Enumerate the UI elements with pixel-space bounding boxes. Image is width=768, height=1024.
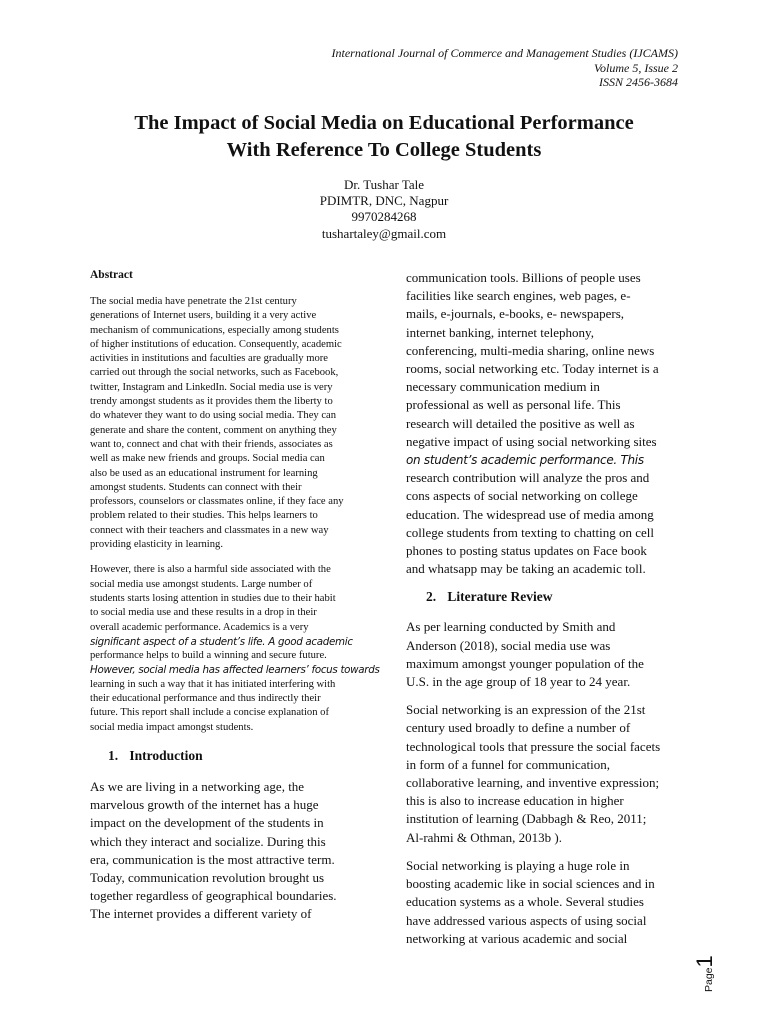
text-line: mechanism of communications, especially among students <box>90 324 339 336</box>
text-line: However, there is also a harmful side associated with the <box>90 564 331 576</box>
journal-volume: Volume 5, Issue 2 <box>594 60 678 75</box>
text-line: generate and share the content, comment on anything they <box>90 424 337 436</box>
text-line: trendy amongst students as it provides them the liberty to <box>90 396 333 408</box>
text-line: internet banking, internet telephony, <box>406 324 594 340</box>
abstract-heading: Abstract <box>90 269 133 281</box>
literature-paragraph-1 <box>406 618 686 691</box>
abstract-paragraph-1 <box>90 295 380 552</box>
text-line: students starts losing attention in studies due to their habit <box>90 592 336 604</box>
text-line: and whatsapp may be taking an academic toll. <box>406 561 646 577</box>
text-line: facilities like search engines, web pages, e- <box>406 288 631 304</box>
text-line: rooms, social networking etc. Today internet is a <box>406 361 659 377</box>
text-line: collaborative learning, and inventive expression; <box>406 775 660 791</box>
text-line: research will detailed the positive as well as <box>406 415 635 431</box>
text-line: education systems as a whole. Several studies <box>406 894 644 910</box>
text-line: maximum amongst younger population of the <box>406 655 644 671</box>
text-line: The social media have penetrate the 21st century <box>90 296 297 307</box>
text-line: future. This report shall include a concise explanation of <box>90 707 329 719</box>
text-line: The internet provides a different variety of <box>90 906 312 922</box>
text-line: their educational performance and thus indirectly their <box>90 693 321 705</box>
paper-title <box>40 110 728 164</box>
text-line: social media impact amongst students. <box>90 721 254 733</box>
literature-paragraph-3 <box>406 857 686 948</box>
text-line: networking at various academic and social <box>406 930 628 946</box>
text-line: education. The widespread use of media among <box>406 506 654 522</box>
text-line: As per learning conducted by Smith and <box>406 619 616 635</box>
author-affiliation: PDIMTR, DNC, Nagpur <box>319 193 449 209</box>
page-label: Page <box>703 967 715 992</box>
text-line: amongst students. Students can connect with their <box>90 481 302 493</box>
right-column <box>406 269 686 958</box>
text-line: However, social media has affected learners’ focus towards <box>90 664 380 677</box>
text-line: impact on the development of the students in <box>90 815 324 831</box>
text-line: phones to posting status updates on Face book <box>406 543 647 559</box>
text-line: institution of learning (Dabbagh & Reo, 2011; <box>406 811 647 827</box>
text-line: negative impact of using social networking sites <box>406 433 657 449</box>
text-line: to social media use and these results in a drop in their <box>90 607 317 619</box>
text-line: of higher institutions of education. Consequently, academic <box>90 338 342 350</box>
section-number: 1. <box>108 747 119 763</box>
title-line-2: With Reference To College Students <box>226 139 542 161</box>
text-line: twitter, Instagram and LinkedIn. Social media use is very <box>90 381 333 393</box>
text-line: Al-rahmi & Othman, 2013b ). <box>406 829 562 845</box>
text-line: do whatever they want to do using social media. They can <box>90 410 337 422</box>
text-line: century used broadly to define a number of <box>406 720 631 736</box>
text-line: providing elasticity in learning. <box>90 539 223 551</box>
text-line: Social networking is playing a huge role in <box>406 857 630 873</box>
author-phone: 9970284268 <box>351 209 417 225</box>
text-line: necessary communication medium in <box>406 379 600 395</box>
section-number: 2. <box>426 589 437 605</box>
text-line: mails, e-journals, e-books, e- newspapers, <box>406 306 625 322</box>
introduction-paragraph <box>90 778 380 924</box>
text-line: performance helps to build a winning and secure future. <box>90 650 327 662</box>
text-line: activities in institutions and faculties are gradually more <box>90 353 328 365</box>
text-line: significant aspect of a student’s life. A good academic <box>90 635 353 648</box>
text-line: boosting academic like in social sciences and in <box>406 876 655 892</box>
introduction-heading <box>108 747 380 765</box>
abstract-paragraph-2 <box>90 563 380 735</box>
page-number-value: 1 <box>692 955 717 968</box>
text-line: conferencing, multi-media sharing, online news <box>406 342 655 358</box>
text-line: problem related to their studies. This helps learners to <box>90 510 318 522</box>
text-line: social media use amongst students. Large number of <box>90 578 313 590</box>
page-number <box>692 942 722 998</box>
journal-header <box>178 46 678 90</box>
text-line: connect with their teachers and classmates in a new way <box>90 524 329 536</box>
text-line: want to, connect and chat with their friends, associates as <box>90 438 333 450</box>
literature-paragraph-2 <box>406 701 686 847</box>
text-line: overall academic performance. Academics is a very <box>90 621 309 633</box>
text-line: professional as well as personal life. This <box>406 397 621 413</box>
text-line: also be used as an educational instrument for learning <box>90 467 318 479</box>
text-line: on student’s academic performance. This <box>406 453 644 468</box>
text-line: U.S. in the age group of 18 year to 24 year. <box>406 674 631 690</box>
text-line: Anderson (2018), social media use was <box>406 637 611 653</box>
text-line: this is also to increase education in higher <box>406 793 624 809</box>
text-line: generations of Internet users, building it a very active <box>90 310 317 322</box>
text-line: era, communication is the most attractive term. <box>90 851 335 867</box>
text-line: have addressed various aspects of using social <box>406 912 647 928</box>
text-line: marvelous growth of the internet has a huge <box>90 797 319 813</box>
text-line: Social networking is an expression of the 21st <box>406 702 646 718</box>
text-line: Today, communication revolution brought us <box>90 869 325 885</box>
author-block <box>184 177 584 242</box>
text-line: well as make new friends and groups. Social media can <box>90 453 325 465</box>
section-title: Literature Review <box>447 589 553 605</box>
text-line: communication tools. Billions of people uses <box>406 270 641 285</box>
author-name: Dr. Tushar Tale <box>343 177 425 192</box>
intro-continued-paragraph <box>406 269 686 578</box>
text-line: learning in such a way that it has initiated interfering with <box>90 678 336 690</box>
left-column <box>90 268 380 934</box>
text-line: college students from texting to chatting on cell <box>406 524 655 540</box>
page-number-rotated <box>692 955 718 992</box>
text-line: which they interact and socialize. During this <box>90 833 326 849</box>
text-line: in form of a funnel for communication, <box>406 756 610 772</box>
text-line: cons aspects of social networking on college <box>406 488 638 504</box>
text-line: technological tools that pressure the social facets <box>406 738 661 754</box>
title-line-1: The Impact of Social Media on Educational Performance <box>134 112 634 134</box>
journal-issn: ISSN 2456-3684 <box>599 75 678 89</box>
author-email: tushartaley@gmail.com <box>321 225 447 241</box>
section-title: Introduction <box>129 747 203 763</box>
literature-review-heading <box>426 588 686 606</box>
journal-name: International Journal of Commerce and Management Studies (IJCAMS) <box>331 46 678 60</box>
text-line: professors, counselors or classmates online, if they face any <box>90 496 344 508</box>
text-line: research contribution will analyze the pros and <box>406 470 650 486</box>
text-line: carried out through the social networks, such as Facebook, <box>90 367 339 379</box>
text-line: As we are living in a networking age, the <box>90 778 305 794</box>
text-line: together regardless of geographical boundaries. <box>90 888 337 904</box>
